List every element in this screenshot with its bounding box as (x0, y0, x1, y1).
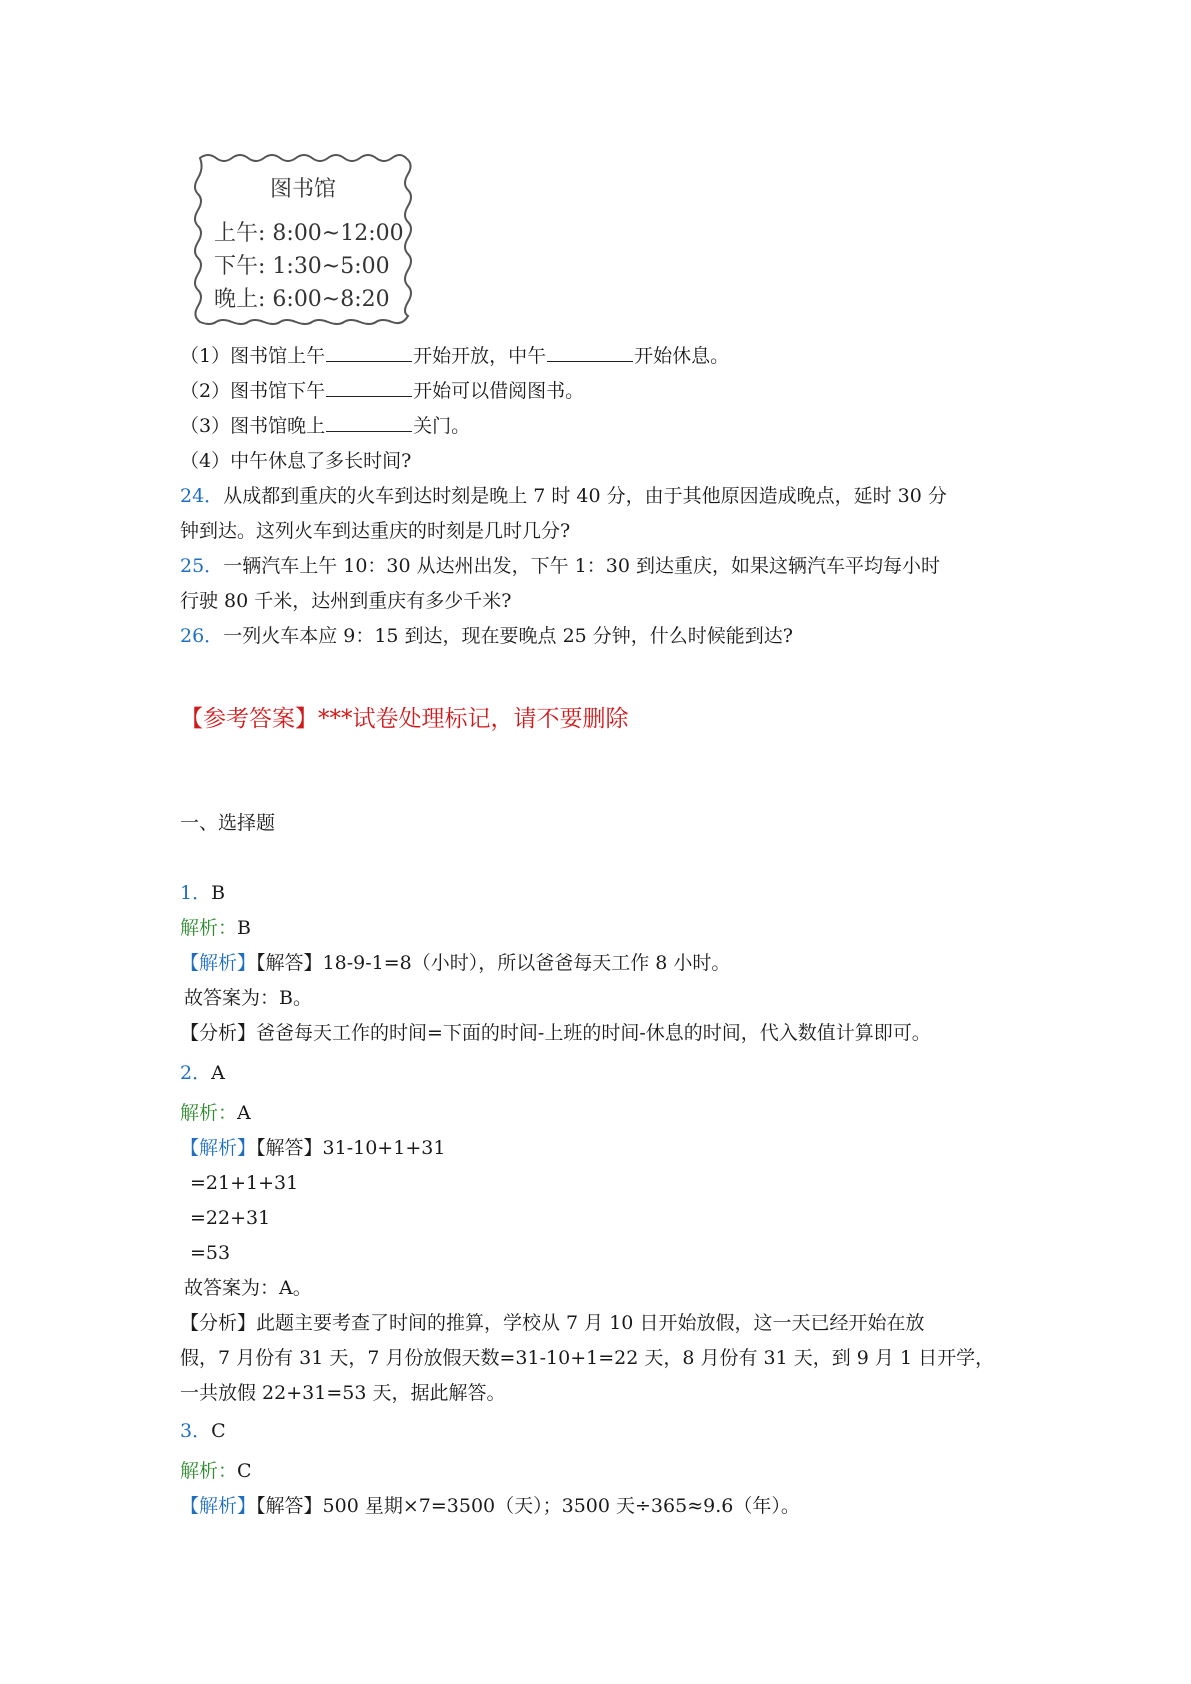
q24-line2: 钟到达。这列火车到达重庆的时刻是几时几分? (180, 520, 571, 542)
a2-analysis-2: 假，7 月份有 31 天，7 月份放假天数=31-10+1=22 天，8 月份有 31 天，到 9 月 1 日开学， (180, 1347, 995, 1369)
q25-line1: 25．一辆汽车上午 10：30 从达州出发，下午 1：30 到达重庆，如果这辆汽车平均每小时 (180, 555, 940, 577)
a2-conclusion: 故答案为：A。 (184, 1277, 312, 1299)
a2-analysis-3: 一共放假 22+31=53 天，据此解答。 (180, 1382, 506, 1404)
a2-answer: 2．A (180, 1062, 225, 1084)
answer-blank[interactable] (547, 343, 633, 362)
notice-evening: 晚上: 6:00~8:20 (214, 287, 390, 312)
a2-jiexi: 解析：A (180, 1102, 251, 1124)
a1-conclusion: 故答案为：B。 (184, 987, 312, 1009)
notice-title: 图书馆 (269, 177, 336, 202)
q23-part1: （1）图书馆上午 开始开放，中午 开始休息。 (180, 345, 730, 367)
question-number: 24． (180, 485, 224, 507)
answer-blank[interactable] (326, 413, 412, 432)
q26-line1: 26．一列火车本应 9：15 到达，现在要晚点 25 分钟，什么时候能到达? (180, 625, 793, 647)
a1-solution: 【解析】【解答】18-9-1=8（小时），所以爸爸每天工作 8 小时。 (180, 952, 731, 974)
q25-line2: 行驶 80 千米，达州到重庆有多少千米? (180, 590, 512, 612)
q23-part3: （3）图书馆晚上 关门。 (180, 415, 471, 437)
notice-morning: 上午: 8:00~12:00 (214, 221, 404, 246)
a3-jiexi: 解析：C (180, 1460, 252, 1482)
a2-analysis-1: 【分析】此题主要考查了时间的推算，学校从 7 月 10 日开始放假，这一天已经开始在放 (180, 1312, 925, 1334)
answer-header: 【参考答案】***试卷处理标记，请不要删除 (180, 706, 629, 732)
question-number: 25． (180, 555, 224, 577)
q24-line1: 24．从成都到重庆的火车到达时刻是晚上 7 时 40 分，由于其他原因造成晚点，延时 30 分 (180, 485, 947, 507)
a3-solution: 【解析】【解答】500 星期×7=3500（天）；3500 天÷365≈9.6（年）。 (180, 1495, 800, 1517)
a2-step2: =22+31 (190, 1207, 271, 1229)
a2-solution: 【解析】【解答】31-10+1+31 (180, 1137, 446, 1159)
library-notice (188, 150, 418, 330)
question-number: 26． (180, 625, 224, 647)
a2-step3: =53 (190, 1242, 231, 1264)
a3-answer: 3．C (180, 1420, 226, 1442)
a1-analysis: 【分析】爸爸每天工作的时间=下面的时间-上班的时间-休息的时间，代入数值计算即可。 (180, 1022, 931, 1044)
q23-part2: （2）图书馆下午 开始可以借阅图书。 (180, 380, 585, 402)
notice-afternoon: 下午: 1:30~5:00 (214, 254, 390, 279)
a1-answer: 1．B (180, 882, 226, 904)
a1-jiexi: 解析：B (180, 917, 251, 939)
section-title: 一、选择题 (180, 812, 276, 834)
a2-step1: =21+1+31 (190, 1172, 299, 1194)
q23-part4: （4）中午休息了多长时间? (180, 450, 412, 472)
answer-blank[interactable] (326, 378, 412, 397)
answer-blank[interactable] (326, 343, 412, 362)
